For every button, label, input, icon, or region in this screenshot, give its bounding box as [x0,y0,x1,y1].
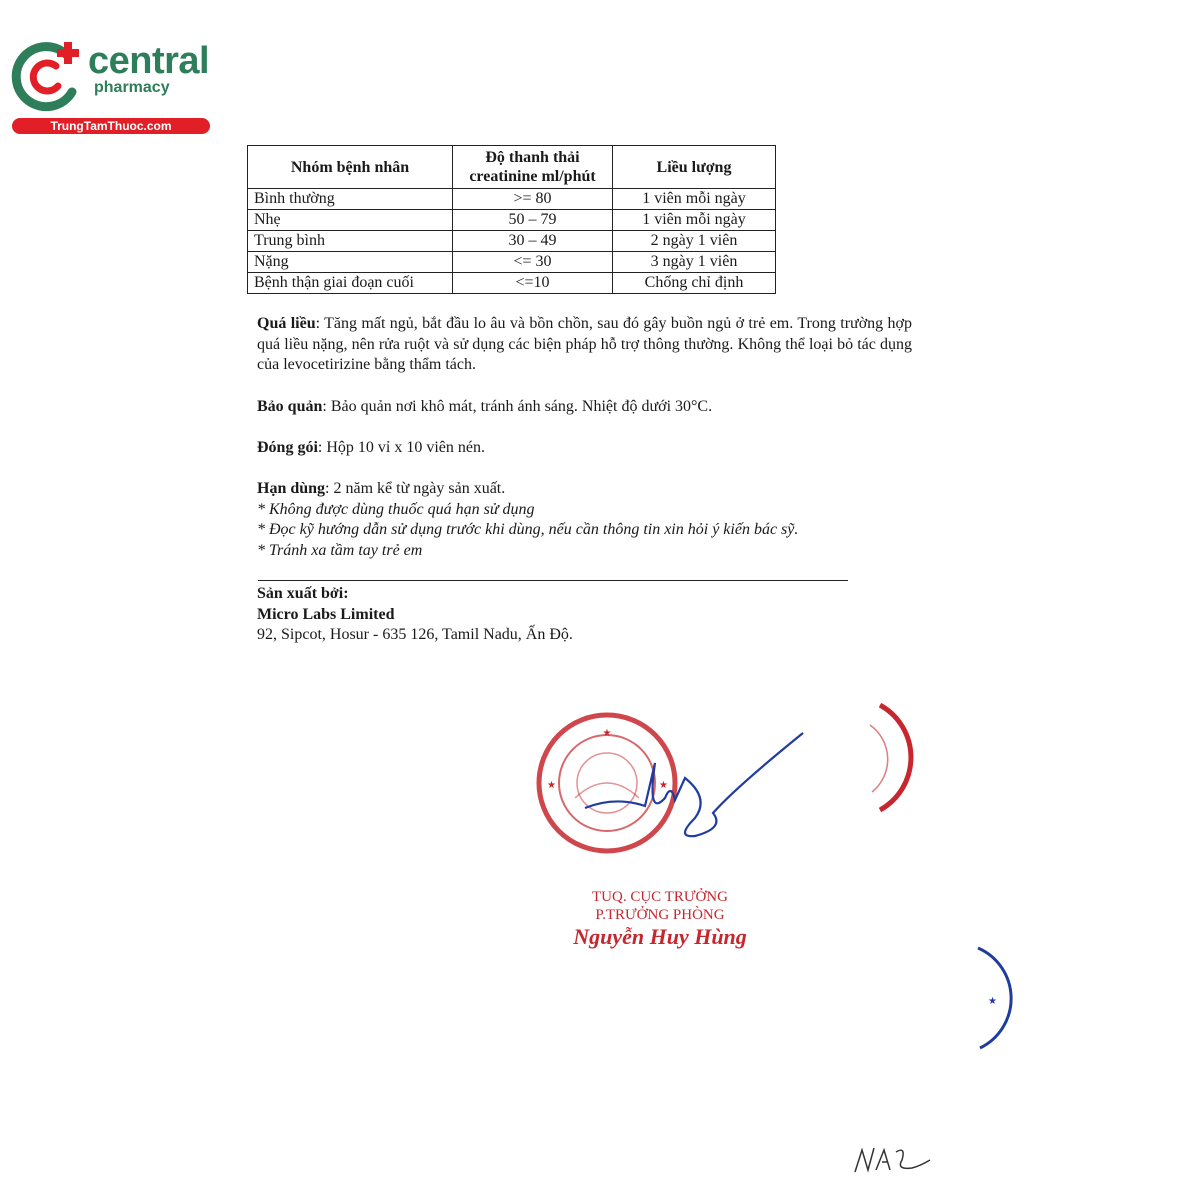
table-row [248,210,776,231]
svg-text:★: ★ [988,996,997,1007]
cell-dose: 2 ngày 1 viên [613,231,776,252]
divider [258,580,848,581]
manufacturer-section [257,584,912,646]
manufacturer-name: Micro Labs Limited [257,605,395,623]
cell-group: Nặng [248,252,453,273]
cell-clearance: >= 80 [453,189,613,210]
cell-dose: 1 viên mỗi ngày [613,189,776,210]
storage-section [257,397,912,418]
dosage-table [247,145,776,294]
cell-clearance: 30 – 49 [453,231,613,252]
cell-dose: Chống chỉ định [613,273,776,294]
logo-text [88,42,209,96]
expiry-note: * Đọc kỹ hướng dẫn sử dụng trước khi dùng, nếu cần thông tin xin hỏi ý kiến bác sỹ. [257,521,799,538]
logo-site[interactable]: TrungTamThuoc.com [12,118,210,134]
cell-dose: 1 viên mỗi ngày [613,210,776,231]
overdose-label: Quá liều [257,315,316,332]
expiry-note: * Tránh xa tầm tay trẻ em [257,541,423,559]
partial-stamp-right [860,700,920,820]
packaging-label: Đóng gói [257,439,318,456]
cell-group: Trung bình [248,231,453,252]
initials-mark [850,1140,940,1180]
expiry-label: Hạn dùng [257,480,326,497]
central-pharmacy-logo [10,36,240,136]
header-creatinine: Độ thanh thải creatinine ml/phút [453,146,613,189]
svg-text:★: ★ [659,780,668,791]
overdose-section [257,314,912,376]
table-header-row [248,146,776,189]
official-stamp [535,708,835,868]
logo-brand: central [88,40,210,82]
cell-clearance: 50 – 79 [453,210,613,231]
logo-sub: pharmacy [94,79,170,96]
approval-line2: P.TRƯỞNG PHÒNG [595,907,725,923]
manufacturer-label: Sản xuất bởi: [257,585,349,602]
logo-mark-icon [10,36,90,116]
svg-text:★: ★ [602,728,612,739]
approval-name: Nguyễn Huy Hùng [573,924,747,949]
cell-clearance: <=10 [453,273,613,294]
overdose-text: : Tăng mất ngủ, bắt đầu lo âu và bồn chồn, sau đó gây buồn ngủ ở trẻ em. Trong trường hợp quá liều nặng, nên rửa ruột và sử dụng các biện pháp hỗ trợ thông thường. Không thể loại bỏ tác dụng của levocetirizine bằng thẩm tách. [257,315,913,373]
approval-line1: TUQ. CỤC TRƯỞNG [592,889,728,905]
svg-text:★: ★ [547,780,556,791]
storage-text: : Bảo quản nơi khô mát, tránh ánh sáng. Nhiệt độ dưới 30°C. [322,398,713,415]
partial-blue-stamp [960,940,1020,1060]
header-patient-group: Nhóm bệnh nhân [248,146,453,189]
table-row [248,252,776,273]
manufacturer-address: 92, Sipcot, Hosur - 635 126, Tamil Nadu, Ấn Độ. [257,626,573,643]
expiry-note: * Không được dùng thuốc quá hạn sử dụng [257,500,535,518]
packaging-section [257,438,912,459]
table-row [248,189,776,210]
expiry-text: : 2 năm kể từ ngày sản xuất. [325,480,506,497]
expiry-section [257,479,912,561]
cell-group: Nhẹ [248,210,453,231]
cell-group: Bệnh thận giai đoạn cuối [248,273,453,294]
cell-group: Bình thường [248,189,453,210]
cell-dose: 3 ngày 1 viên [613,252,776,273]
packaging-text: : Hộp 10 vỉ x 10 viên nén. [317,439,485,456]
table-row [248,231,776,252]
cell-clearance: <= 30 [453,252,613,273]
storage-label: Bảo quản [257,398,323,415]
header-dosage: Liều lượng [613,146,776,189]
table-row [248,273,776,294]
